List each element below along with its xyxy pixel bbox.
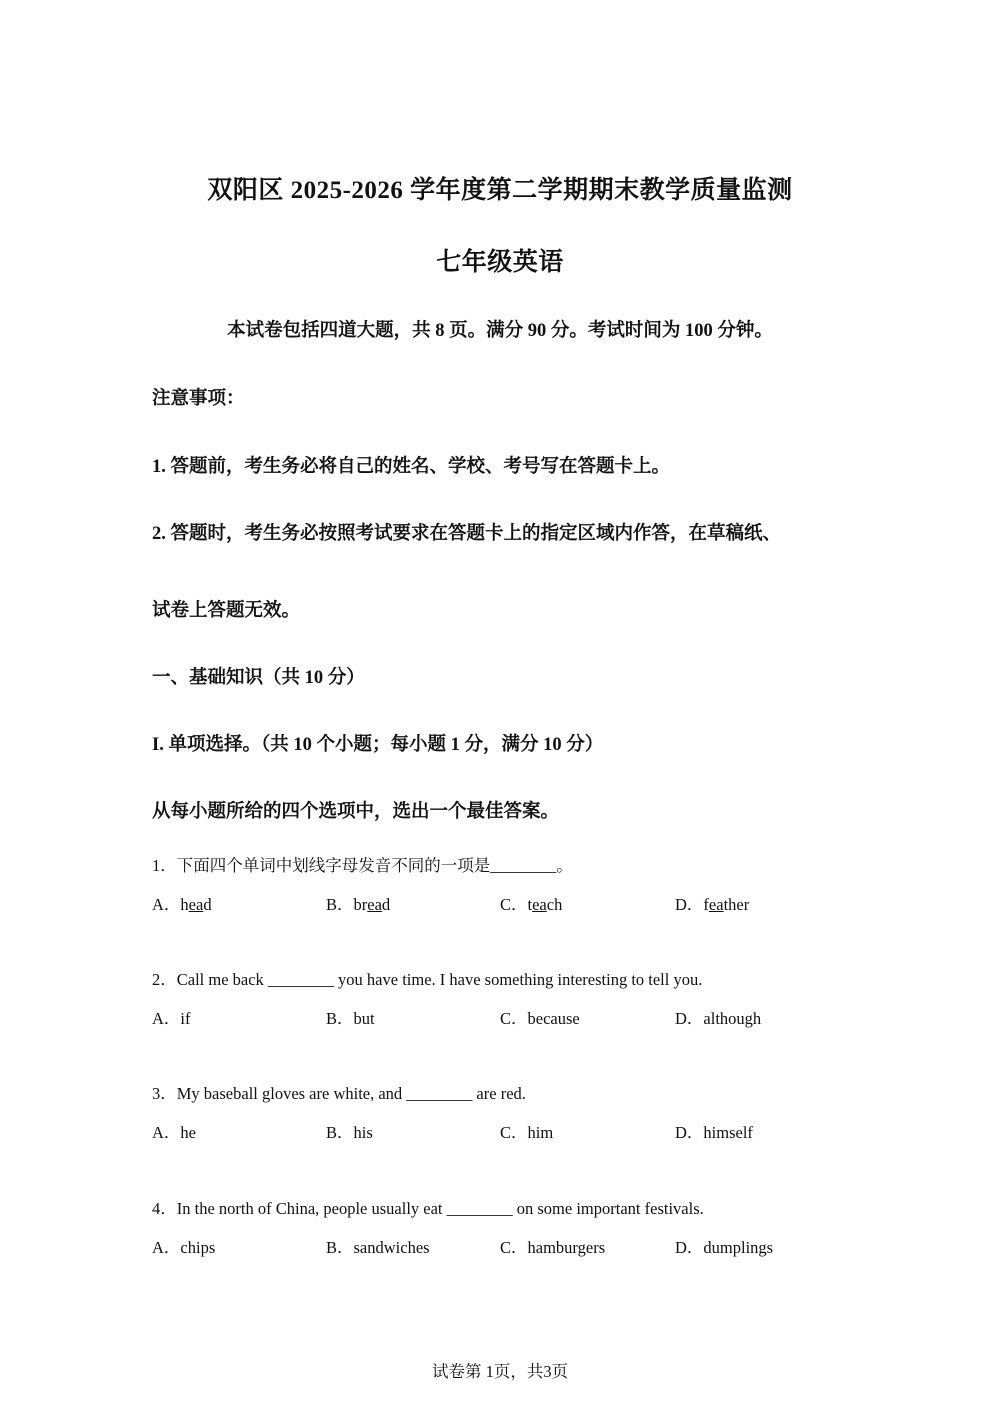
option-a: A．head bbox=[152, 895, 212, 914]
option-b: B．his bbox=[326, 1123, 373, 1142]
option-a: A．chips bbox=[152, 1238, 216, 1257]
notes-heading: 注意事项： bbox=[152, 389, 245, 409]
exam-subtitle: 七年级英语 bbox=[436, 249, 564, 276]
option-c: C．teach bbox=[500, 895, 563, 914]
page-number-footer: 试卷第 1页，共3页 bbox=[431, 1362, 569, 1381]
note-item-2-line-2: 试卷上答题无效。 bbox=[152, 601, 301, 621]
option-c: C．hamburgers bbox=[500, 1238, 606, 1257]
option-b: B．bread bbox=[326, 895, 391, 914]
option-d: D．although bbox=[675, 1009, 762, 1028]
option-c: C．because bbox=[500, 1009, 580, 1028]
question-2-options bbox=[152, 1005, 872, 1027]
part-heading: I. 单项选择。（共 10 个小题；每小题 1 分，满分 10 分） bbox=[152, 735, 604, 755]
section-heading: 一、基础知识（共 10 分） bbox=[152, 668, 365, 688]
question-1-stem: 1．下面四个单词中划线字母发音不同的一项是________。 bbox=[152, 856, 573, 875]
note-item-2-line-1: 2. 答题时，考生务必按照考试要求在答题卡上的指定区域内作答，在草稿纸、 bbox=[152, 524, 782, 544]
question-3-stem: 3．My baseball gloves are white, and ________ are red. bbox=[152, 1084, 526, 1103]
question-4-options bbox=[152, 1234, 872, 1256]
exam-title: 双阳区 2025-2026 学年度第二学期期末教学质量监测 bbox=[207, 177, 793, 204]
question-4-stem: 4．In the north of China, people usually eat ________ on some important festivals. bbox=[152, 1199, 704, 1218]
option-a: A．he bbox=[152, 1123, 196, 1142]
option-b: B．sandwiches bbox=[326, 1238, 430, 1257]
question-3-options bbox=[152, 1119, 872, 1141]
exam-info: 本试卷包括四道大题，共 8 页。满分 90 分。考试时间为 100 分钟。 bbox=[227, 321, 773, 341]
option-d: D．dumplings bbox=[675, 1238, 774, 1257]
question-1-options bbox=[152, 891, 872, 913]
option-b: B．but bbox=[326, 1009, 375, 1028]
option-d: D．himself bbox=[675, 1123, 753, 1142]
part-instruction: 从每小题所给的四个选项中，选出一个最佳答案。 bbox=[152, 802, 560, 822]
option-d: D．feather bbox=[675, 895, 750, 914]
option-a: A．if bbox=[152, 1009, 191, 1028]
question-2-stem: 2．Call me back ________ you have time. I have something interesting to tell you. bbox=[152, 970, 703, 989]
option-c: C．him bbox=[500, 1123, 554, 1142]
note-item-1: 1. 答题前，考生务必将自己的姓名、学校、考号写在答题卡上。 bbox=[152, 457, 671, 477]
